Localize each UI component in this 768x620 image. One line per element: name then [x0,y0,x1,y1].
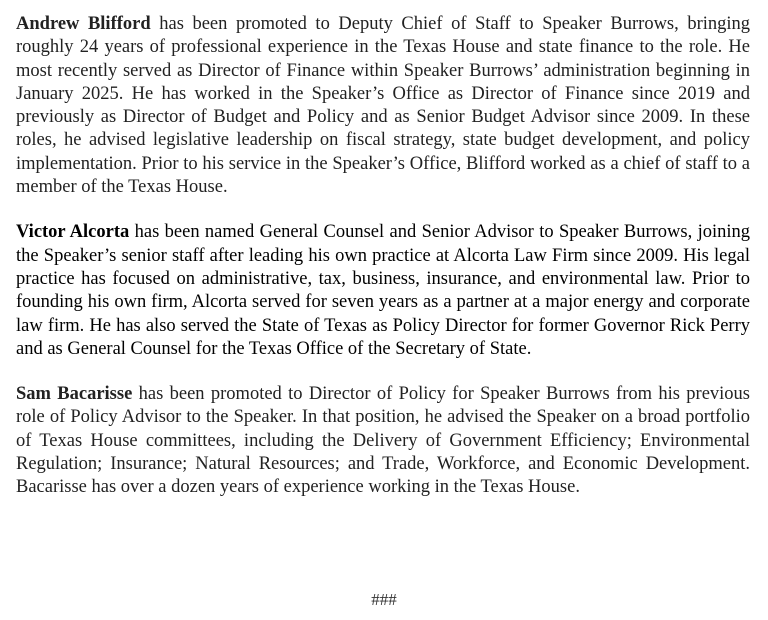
bio-text: has been named General Counsel and Senior Advisor to Speaker Burrows, joining the Speaker’s senior staff after leading his own practice at Alcorta Law Firm since 2009. His legal practice has focused on administrative, tax, business, insurance, and environmental law. Prior to founding his own firm, Alcorta served for seven years as a partner at a major energy and corporate law firm. He has also served the State of Texas as Policy Director for former Governor Rick Perry and as General Counsel for the Texas Office of the Secretary of State. [16,222,751,359]
staff-name: Sam Bacarisse [16,384,133,405]
staff-name: Victor Alcorta [16,222,130,243]
bio-text: has been promoted to Deputy Chief of Staff to Speaker Burrows, bringing roughly 24 years of professional experience in the Texas House and state finance to the role. He most recently served as Director of Finance within Speaker Burrows’ administration beginning in January 2025. He has worked in the Speaker’s Office as Director of Finance since 2019 and previously as Director of Budget and Policy and as Senior Budget Advisor since 2009. In these roles, he advised legislative leadership on fiscal strategy, state budget development, and policy implementation. Prior to his service in the Speaker’s Office, Blifford worked as a chief of staff to a member of the Texas House. [16,14,751,198]
bio-paragraph-blifford [16,13,750,199]
end-of-release-mark: ### [371,590,397,609]
bio-text: has been promoted to Director of Policy for Speaker Burrows from his previous role of Policy Advisor to the Speaker. In that position, he advised the Speaker on a broad portfolio of Texas House committees, including the Delivery of Government Efficiency; Environmental Regulation; Insurance; Natural Resources; and Trade, Workforce, and Economic Development. Bacarisse has over a dozen years of experience working in the Texas House. [16,384,750,498]
bio-paragraph-bacarisse [16,383,750,499]
staff-name: Andrew Blifford [16,14,151,34]
bio-paragraph-alcorta [16,221,750,361]
